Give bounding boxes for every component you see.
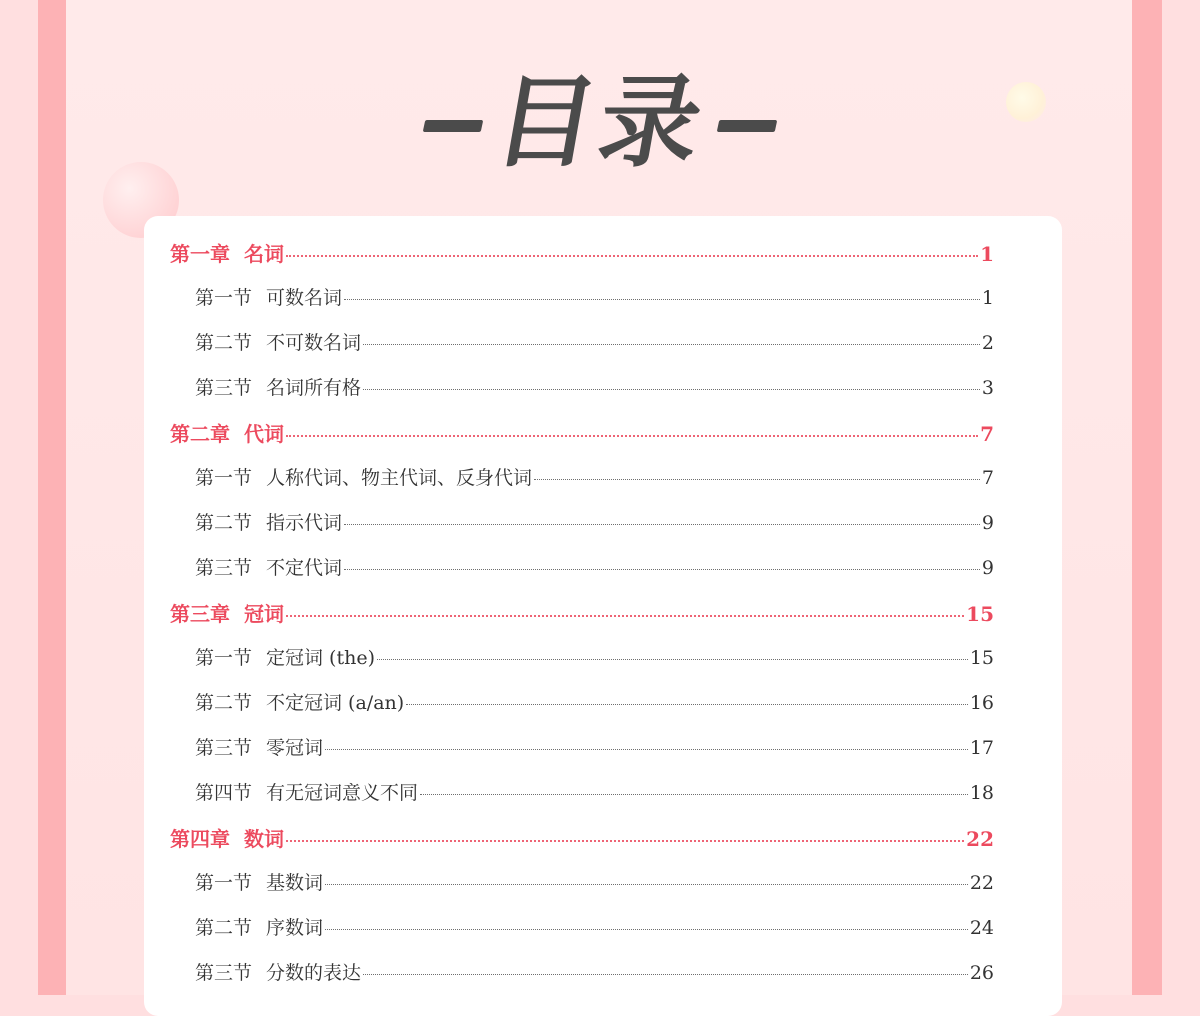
toc-chapter-row[interactable]: [170, 238, 994, 267]
page-number: 22: [969, 872, 994, 894]
toc-section-row[interactable]: [195, 733, 994, 760]
page-number: 18: [969, 782, 994, 804]
section-title: 序数词: [266, 917, 324, 939]
dot-leader: [325, 749, 968, 750]
dot-leader: [406, 704, 968, 705]
toc-entry-label: [195, 508, 342, 535]
page-number: 9: [981, 512, 994, 534]
toc-entry-label: [195, 688, 404, 715]
chapter-number: 第四章: [170, 827, 230, 851]
section-title: 不定代词: [266, 557, 343, 579]
dot-leader: [363, 389, 980, 390]
dot-leader: [363, 344, 980, 345]
dot-leader: [534, 479, 980, 480]
dot-leader: [325, 884, 968, 885]
page-title: [300, 58, 900, 188]
page-number: 15: [969, 647, 994, 669]
dot-leader: [286, 435, 978, 437]
dot-leader: [344, 524, 980, 525]
section-title: 人称代词、物主代词、反身代词: [266, 467, 533, 489]
toc-section-row[interactable]: [195, 463, 994, 490]
dot-leader: [377, 659, 968, 660]
toc-chapter-row[interactable]: [170, 823, 994, 852]
section-number: 第三节: [195, 737, 253, 759]
section-title: 定冠词 (the): [266, 647, 375, 669]
title-dash-left: [423, 120, 484, 132]
toc-entry-label: [195, 778, 418, 805]
page-number: 16: [969, 692, 994, 714]
section-number: 第三节: [195, 962, 253, 984]
chapter-number: 第二章: [170, 422, 230, 446]
toc-card: [144, 216, 1062, 1016]
section-title: 零冠词: [266, 737, 324, 759]
toc-chapter-row[interactable]: [170, 598, 994, 627]
toc-entry-label: [170, 598, 284, 627]
toc-entry-label: [195, 373, 361, 400]
toc-entry-label: [195, 868, 323, 895]
toc-entry-label: [195, 913, 323, 940]
toc-entry-label: [195, 328, 361, 355]
section-number: 第二节: [195, 512, 253, 534]
section-number: 第三节: [195, 557, 253, 579]
section-title: 基数词: [266, 872, 324, 894]
page-number: 9: [981, 557, 994, 579]
toc-entry-label: [195, 643, 375, 670]
dot-leader: [363, 974, 968, 975]
toc-section-row[interactable]: [195, 913, 994, 940]
page-number: 7: [981, 467, 994, 489]
toc-entry-label: [195, 958, 361, 985]
decorative-bubble-right: [1006, 82, 1046, 122]
dot-leader: [420, 794, 968, 795]
page-number: 26: [969, 962, 994, 984]
section-title: 有无冠词意义不同: [266, 782, 419, 804]
toc-entry-label: [195, 283, 342, 310]
section-number: 第一节: [195, 647, 253, 669]
left-decorative-stripe: [38, 0, 66, 995]
chapter-title: 冠词: [244, 602, 284, 626]
toc-section-row[interactable]: [195, 553, 994, 580]
toc-entry-label: [195, 553, 342, 580]
section-number: 第三节: [195, 377, 253, 399]
toc-section-row[interactable]: [195, 508, 994, 535]
section-number: 第一节: [195, 467, 253, 489]
page-number: 7: [980, 422, 994, 446]
chapter-title: 代词: [244, 422, 284, 446]
dot-leader: [286, 615, 964, 617]
page-number: 2: [981, 332, 994, 354]
page-number: 15: [966, 602, 994, 626]
section-title: 指示代词: [266, 512, 343, 534]
toc-section-row[interactable]: [195, 868, 994, 895]
toc-entry-label: [170, 823, 284, 852]
toc-entry-label: [170, 418, 284, 447]
dot-leader: [344, 299, 980, 300]
toc-chapter-row[interactable]: [170, 418, 994, 447]
section-title: 可数名词: [266, 287, 343, 309]
section-number: 第一节: [195, 872, 253, 894]
chapter-title: 名词: [244, 242, 284, 266]
dot-leader: [286, 255, 978, 257]
toc-section-row[interactable]: [195, 283, 994, 310]
page-number: 1: [980, 242, 994, 266]
section-number: 第四节: [195, 782, 253, 804]
toc-entry-label: [195, 733, 323, 760]
section-number: 第一节: [195, 287, 253, 309]
page-number: 1: [981, 287, 994, 309]
dot-leader: [344, 569, 980, 570]
toc-section-row[interactable]: [195, 643, 994, 670]
toc-section-row[interactable]: [195, 958, 994, 985]
dot-leader: [325, 929, 968, 930]
toc-section-row[interactable]: [195, 373, 994, 400]
section-number: 第二节: [195, 332, 253, 354]
section-title: 不可数名词: [266, 332, 362, 354]
toc-entry-label: [170, 238, 284, 267]
toc-section-row[interactable]: [195, 778, 994, 805]
section-title: 名词所有格: [266, 377, 362, 399]
right-decorative-stripe: [1132, 0, 1162, 995]
dot-leader: [286, 840, 964, 842]
chapter-number: 第三章: [170, 602, 230, 626]
toc-section-row[interactable]: [195, 688, 994, 715]
page-number: 22: [966, 827, 994, 851]
title-dash-right: [717, 120, 778, 132]
toc-section-row[interactable]: [195, 328, 994, 355]
page-number: 24: [969, 917, 994, 939]
section-number: 第二节: [195, 917, 253, 939]
page-number: 3: [981, 377, 994, 399]
chapter-number: 第一章: [170, 242, 230, 266]
section-title: 不定冠词 (a/an): [266, 692, 405, 714]
section-number: 第二节: [195, 692, 253, 714]
toc-entry-label: [195, 463, 532, 490]
chapter-title: 数词: [244, 827, 284, 851]
page-number: 17: [969, 737, 994, 759]
page-title-text: 目录: [485, 64, 715, 181]
section-title: 分数的表达: [266, 962, 362, 984]
